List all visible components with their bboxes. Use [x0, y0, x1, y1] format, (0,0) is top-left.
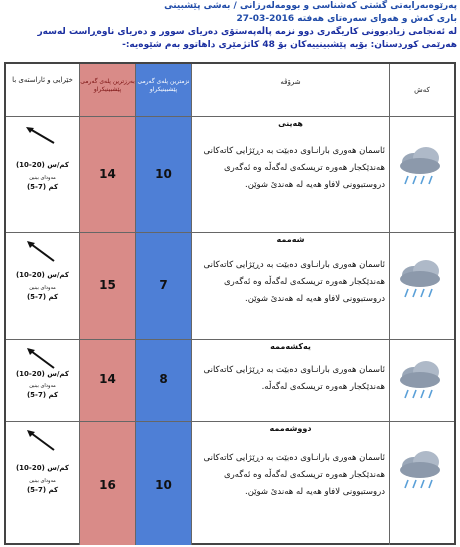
header-line-1: پەرێوەبەرایەتی گشتی کەشناسی و بوومەلەرزانی / بەشی پێشبینی	[164, 1, 457, 11]
visibility-value: (5-7) کم	[26, 183, 59, 191]
max-temp-value: 15	[99, 278, 116, 292]
visibility-label: مەودای بینین	[29, 175, 56, 181]
weather-icon-cell	[390, 233, 454, 339]
min-temp-cell	[136, 340, 192, 421]
min-temp-value: 10	[155, 478, 172, 492]
visibility-label: مەودای بینین	[29, 383, 56, 389]
column-header-weather: کەش	[414, 86, 430, 94]
table-row	[6, 340, 454, 422]
forecast-description: ئاسمان هەوری بارانـاوی دەبێت بە دڕێژایی کاتەکانی هەندێکجار هەورە تریسکەی لەگەڵە.	[203, 365, 385, 392]
rain-cloud-icon	[396, 446, 446, 494]
column-header-max: بەرزترین پلەی گەرمی پێشبینیکراو	[80, 64, 136, 116]
description-cell	[192, 117, 390, 232]
table-header-row	[6, 64, 454, 117]
day-name: دووشەممە	[269, 424, 312, 433]
wind-speed: (10-20) کم/س	[15, 161, 69, 169]
wind-speed: (10-20) کم/س	[15, 464, 69, 472]
forecast-table	[4, 62, 456, 545]
min-temp-cell	[136, 117, 192, 232]
table-row	[6, 117, 454, 233]
day-name: هەینی	[278, 119, 303, 128]
wind-cell	[6, 233, 80, 339]
column-header-min: نزمترین پلەی گەرمی پێشبینیکراو	[136, 64, 192, 116]
forecast-description: ئاسمان هەوری بارانـاوی دەبێت بە دڕێژایی کاتەکانی هەندێکجار هەورە تریسکەی لەگەڵە وە ئەگەری دروستبوونی لافاو هەیە لە هەندێ شوێن.	[203, 260, 385, 304]
table-row	[6, 422, 454, 545]
description-cell	[192, 340, 390, 421]
max-temp-value: 14	[99, 167, 116, 181]
max-temp-cell	[80, 340, 136, 421]
visibility-label: مەودای بینین	[29, 478, 56, 484]
header-line-3: لە ئەنجامی زیادبوونی کاریگەری دوو نزمە پاڵەپەستۆی دەریای سوور و دەریای ناوەڕاست لەسەر	[37, 27, 457, 37]
wind-direction-arrow-icon	[24, 348, 58, 370]
min-temp-value: 7	[159, 278, 168, 292]
weather-icon-cell	[390, 422, 454, 545]
description-cell	[192, 422, 390, 545]
wind-direction-arrow-icon	[24, 125, 58, 147]
max-temp-cell	[80, 422, 136, 545]
column-header-wind: خێرایی و ئاراستەی با	[6, 64, 80, 116]
description-cell	[192, 233, 390, 339]
wind-speed: (10-20) کم/س	[15, 271, 69, 279]
day-name: یەکشەممە	[270, 342, 311, 351]
visibility-value: (5-7) کم	[26, 486, 59, 494]
day-name: شەممە	[276, 235, 305, 244]
rain-cloud-icon	[396, 255, 446, 303]
max-temp-cell	[80, 117, 136, 232]
max-temp-value: 16	[99, 478, 116, 492]
wind-cell	[6, 117, 80, 232]
max-temp-cell	[80, 233, 136, 339]
max-temp-value: 14	[99, 372, 116, 386]
column-header-description: شرۆڤە	[192, 64, 390, 116]
wind-direction-arrow-icon	[24, 241, 58, 263]
min-temp-cell	[136, 233, 192, 339]
rain-cloud-icon	[396, 142, 446, 190]
visibility-label: مەودای بینین	[29, 285, 56, 291]
wind-cell	[6, 422, 80, 545]
wind-speed: (10-20) کم/س	[15, 370, 69, 378]
weather-icon-cell	[390, 340, 454, 421]
wind-cell	[6, 340, 80, 421]
header-line-2: باری کەش و هەوای سەرەتای هەفتە 2016-03-27	[236, 14, 457, 24]
wind-direction-arrow-icon	[24, 430, 58, 452]
forecast-description: ئاسمان هەوری بارانـاوی دەبێت بە دڕێژایی کاتەکانی هەندێکجار هەورە تریسکەی لەگەڵە وە ئەگەری دروستبوونی لافاو هەیە لە هەندێ شوێن.	[203, 146, 385, 190]
min-temp-value: 8	[159, 372, 168, 386]
table-row	[6, 233, 454, 340]
weather-icon-cell	[390, 117, 454, 232]
visibility-value: (5-7) کم	[26, 293, 59, 301]
rain-cloud-icon	[396, 356, 446, 404]
report-header	[0, 0, 460, 58]
min-temp-value: 10	[155, 167, 172, 181]
visibility-value: (5-7) کم	[26, 391, 59, 399]
header-line-4: هەرێمی کوردستان: بۆیە پێشبینییەکان بۆ 48 کاتژمێری داهاتوو بەم شێوەیە:-	[122, 40, 457, 50]
min-temp-cell	[136, 422, 192, 545]
forecast-description: ئاسمان هەوری بارانـاوی دەبێت بە دڕێژایی کاتەکانی هەندێکجار هەورە تریسکەی لەگەڵە وە ئەگەری دروستبوونی لافاو هەیە لە هەندێ شوێن.	[203, 453, 385, 497]
